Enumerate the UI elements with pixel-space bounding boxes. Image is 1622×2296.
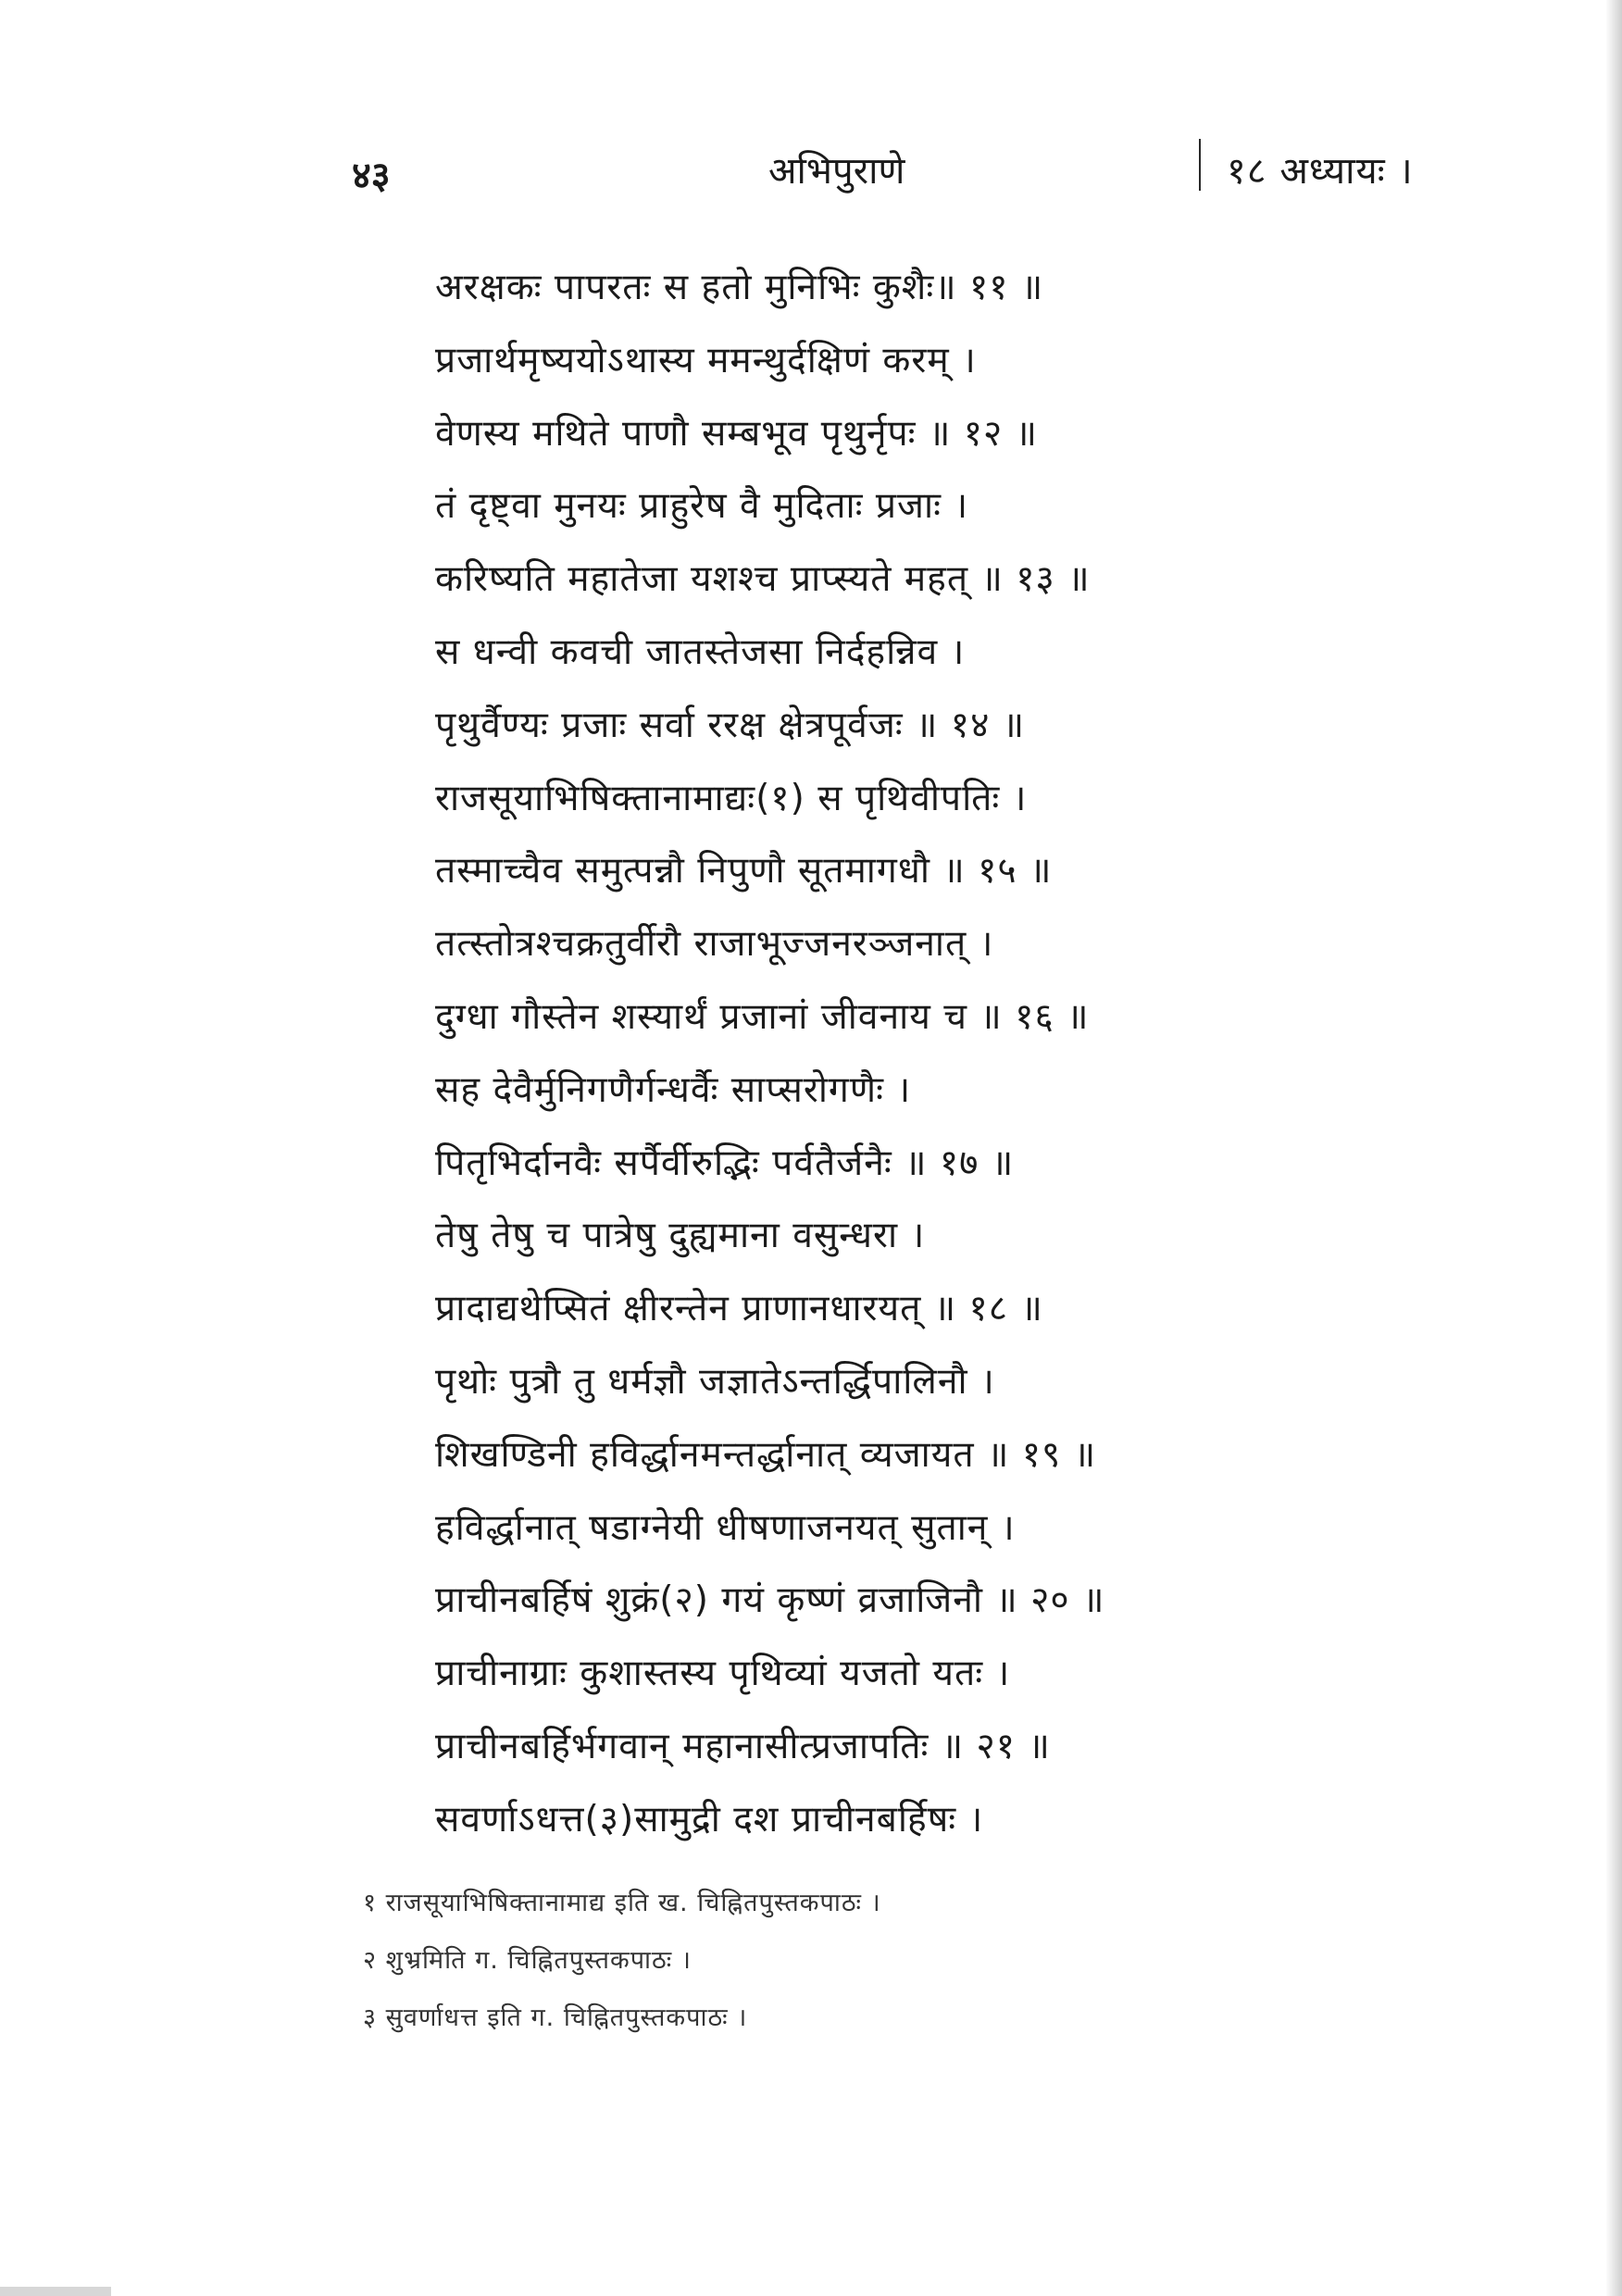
verse-line: अरक्षकः पापरतः स हतो मुनिभिः कुशैः॥ ११ ॥ [435,267,1044,308]
verse-line: प्रजार्थमृष्ययोऽथास्य ममन्थुर्दक्षिणं करम् । [435,339,977,381]
scan-smudge [0,2287,111,2296]
page-number: ४३ [352,155,391,197]
verse-line: सह देवैर्मुनिगणैर्गन्धर्वैः साप्सरोगणैः । [435,1068,912,1111]
verse-line: तस्माच्चैव समुत्पन्नौ निपुणौ सूतमागधौ ॥ १५ ॥ [435,850,1053,892]
verse-line: हविर्द्धानात् षडाग्नेयी धीषणाजनयत् सुतान् । [435,1506,1016,1549]
verse-line: शिखण्डिनी हविर्द्धानमन्तर्द्धानात् व्यजायत ॥ १९ ॥ [435,1433,1097,1476]
page-header [333,139,1481,204]
verse-line: प्राचीनाग्राः कुशास्तस्य पृथिव्यां यजतो यतः । [435,1653,1011,1695]
verse-line: पितृभिर्दानवैः सर्पैर्वीरुद्भिः पर्वतैर्जनैः ॥ १७ ॥ [435,1142,1015,1184]
footnote: २ शुभ्रमिति ग. चिह्नितपुस्तकपाठः । [363,1946,692,1975]
verse-line: पृथुर्वैण्यः प्रजाः सर्वा ररक्ष क्षेत्रपूर्वजः ॥ १४ ॥ [435,704,1026,746]
page-edge-shadow [1605,0,1622,2296]
verse-block [435,252,1361,1857]
verse-line: पृथोः पुत्रौ तु धर्मज्ञौ जज्ञातेऽन्तर्द्धिपालिनौ । [435,1360,995,1403]
footnotes [363,1875,1381,2047]
verse-line: प्राचीनबर्हिर्भगवान् महानासीत्प्रजापतिः ॥ २१ ॥ [435,1725,1051,1767]
header-divider [1199,139,1201,191]
verse-line: दुग्धा गौस्तेन शस्यार्थं प्रजानां जीवनाय च ॥ १६ ॥ [435,995,1090,1038]
footnote: ३ सुवर्णाधत्त इति ग. चिह्नितपुस्तकपाठः । [363,2003,748,2032]
verse-line: प्राचीनबर्हिषं शुक्रं(२) गयं कृष्णं व्रजाजिनौ ॥ २० ॥ [435,1579,1105,1622]
running-title: अभिपुराणे [768,150,905,193]
verse-line: स धन्वी कवची जातस्तेजसा निर्दहन्निव । [435,630,966,673]
footnote: १ राजसूयाभिषिक्तानामाद्य इति ख. चिह्नितपुस्तकपाठः । [363,1889,881,1917]
verse-line: वेणस्य मथिते पाणौ सम्बभूव पृथुर्नृपः ॥ १२ ॥ [435,412,1039,455]
verse-line: तं दृष्ट्वा मुनयः प्राहुरेष वै मुदिताः प्रजाः । [435,485,969,528]
verse-line: राजसूयाभिषिक्तानामाद्यः(१) स पृथिवीपतिः । [435,777,1028,819]
verse-line: तेषु तेषु च पात्रेषु दुह्यमाना वसुन्धरा । [435,1215,926,1257]
chapter-label: १८ अध्यायः । [1227,150,1414,193]
verse-line: प्रादाद्यथेप्सितं क्षीरन्तेन प्राणानधारयत् ॥ १८ ॥ [435,1288,1043,1330]
verse-line: सवर्णाऽधत्त(३)सामुद्री दश प्राचीनबर्हिषः । [435,1798,984,1841]
verse-line: करिष्यति महातेजा यशश्च प्राप्स्यते महत् ॥ १३ ॥ [435,558,1091,601]
verse-line: तत्स्तोत्रश्चक्रतुर्वीरौ राजाभूज्जनरञ्जनात् । [435,923,994,966]
